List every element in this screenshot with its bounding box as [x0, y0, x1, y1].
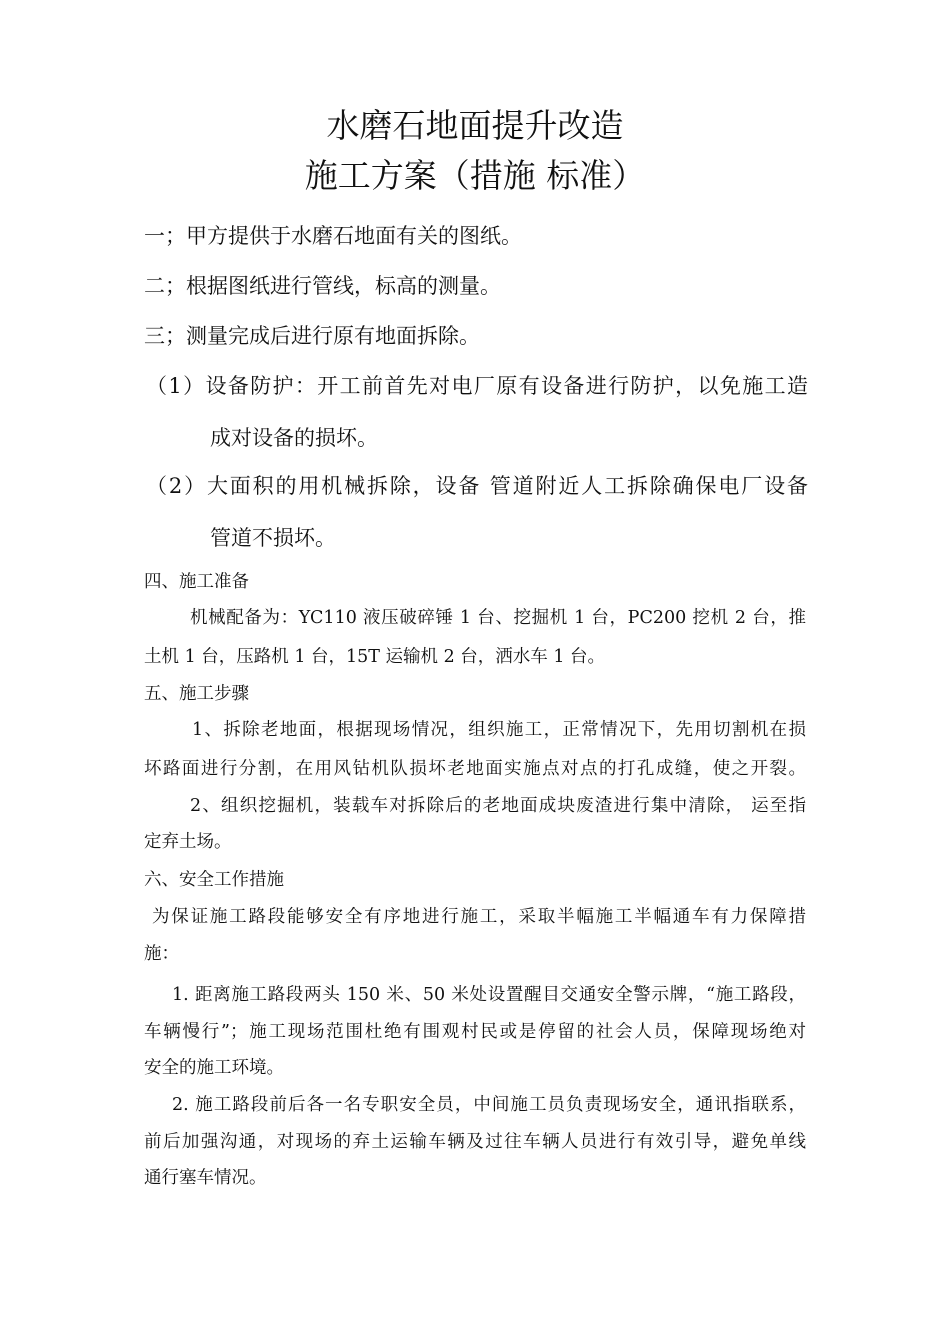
section-6-measure-1-line-2: 车辆慢行”；施工现场范围杜绝有围观村民或是停留的社会人员，保障现场绝对	[144, 1022, 806, 1042]
document-title-line-2: 施工方案（措施 标准）	[304, 156, 646, 195]
section-5-heading: 五、施工步骤	[144, 684, 249, 704]
section-6-measure-1-line-1: 1. 距离施工路段两头 150 米、50 米处设置醒目交通安全警示牌，“施工路段，	[172, 985, 806, 1005]
section-5-step-2-line-1: 2、组织挖掘机，装载车对拆除后的老地面成块废渣进行集中清除， 运至指	[190, 796, 806, 816]
section-4-heading: 四、施工准备	[144, 572, 249, 592]
item-3-sub-1-line-2: 成对设备的损坏。	[210, 426, 378, 450]
section-5-step-1-line-1: 1、拆除老地面，根据现场情况，组织施工，正常情况下，先用切割机在损	[192, 720, 806, 740]
document-title-line-1: 水磨石地面提升改造	[326, 106, 624, 145]
item-2: 二；根据图纸进行管线，标高的测量。	[144, 274, 501, 298]
item-3-sub-2-line-1: （2）大面积的用机械拆除，设备 管道附近人工拆除确保电厂设备	[146, 474, 808, 498]
section-6-measure-2-line-2: 前后加强沟通，对现场的弃土运输车辆及过往车辆人员进行有效引导，避免单线	[144, 1132, 806, 1152]
section-4-paragraph-line-2: 土机 1 台，压路机 1 台，15T 运输机 2 台，洒水车 1 台。	[144, 647, 606, 667]
section-5-step-2-line-2: 定弃土场。	[144, 832, 232, 852]
section-6-intro-line-1: 为保证施工路段能够安全有序地进行施工，采取半幅施工半幅通车有力保障措	[152, 907, 806, 927]
section-6-measure-2-line-3: 通行塞车情况。	[144, 1168, 267, 1188]
item-3-sub-2-line-2: 管道不损坏。	[210, 526, 336, 550]
item-3-sub-1-line-1: （1）设备防护：开工前首先对电厂原有设备进行防护，以免施工造	[146, 374, 808, 398]
section-6-heading: 六、安全工作措施	[144, 870, 284, 890]
section-6-measure-1-line-3: 安全的施工环境。	[144, 1058, 284, 1078]
item-1: 一；甲方提供于水磨石地面有关的图纸。	[144, 224, 522, 248]
section-6-intro-line-2: 施：	[144, 944, 179, 964]
section-6-measure-2-line-1: 2. 施工路段前后各一名专职安全员，中间施工员负责现场安全，通讯指联系，	[172, 1095, 806, 1115]
section-5-step-1-line-2: 坏路面进行分割，在用风钻机队损坏老地面实施点对点的打孔成缝，使之开裂。	[144, 759, 806, 779]
item-3: 三；测量完成后进行原有地面拆除。	[144, 324, 480, 348]
section-4-paragraph-line-1: 机械配备为：YC110 液压破碎锤 1 台、挖掘机 1 台，PC200 挖机 2 台，推	[190, 608, 806, 628]
